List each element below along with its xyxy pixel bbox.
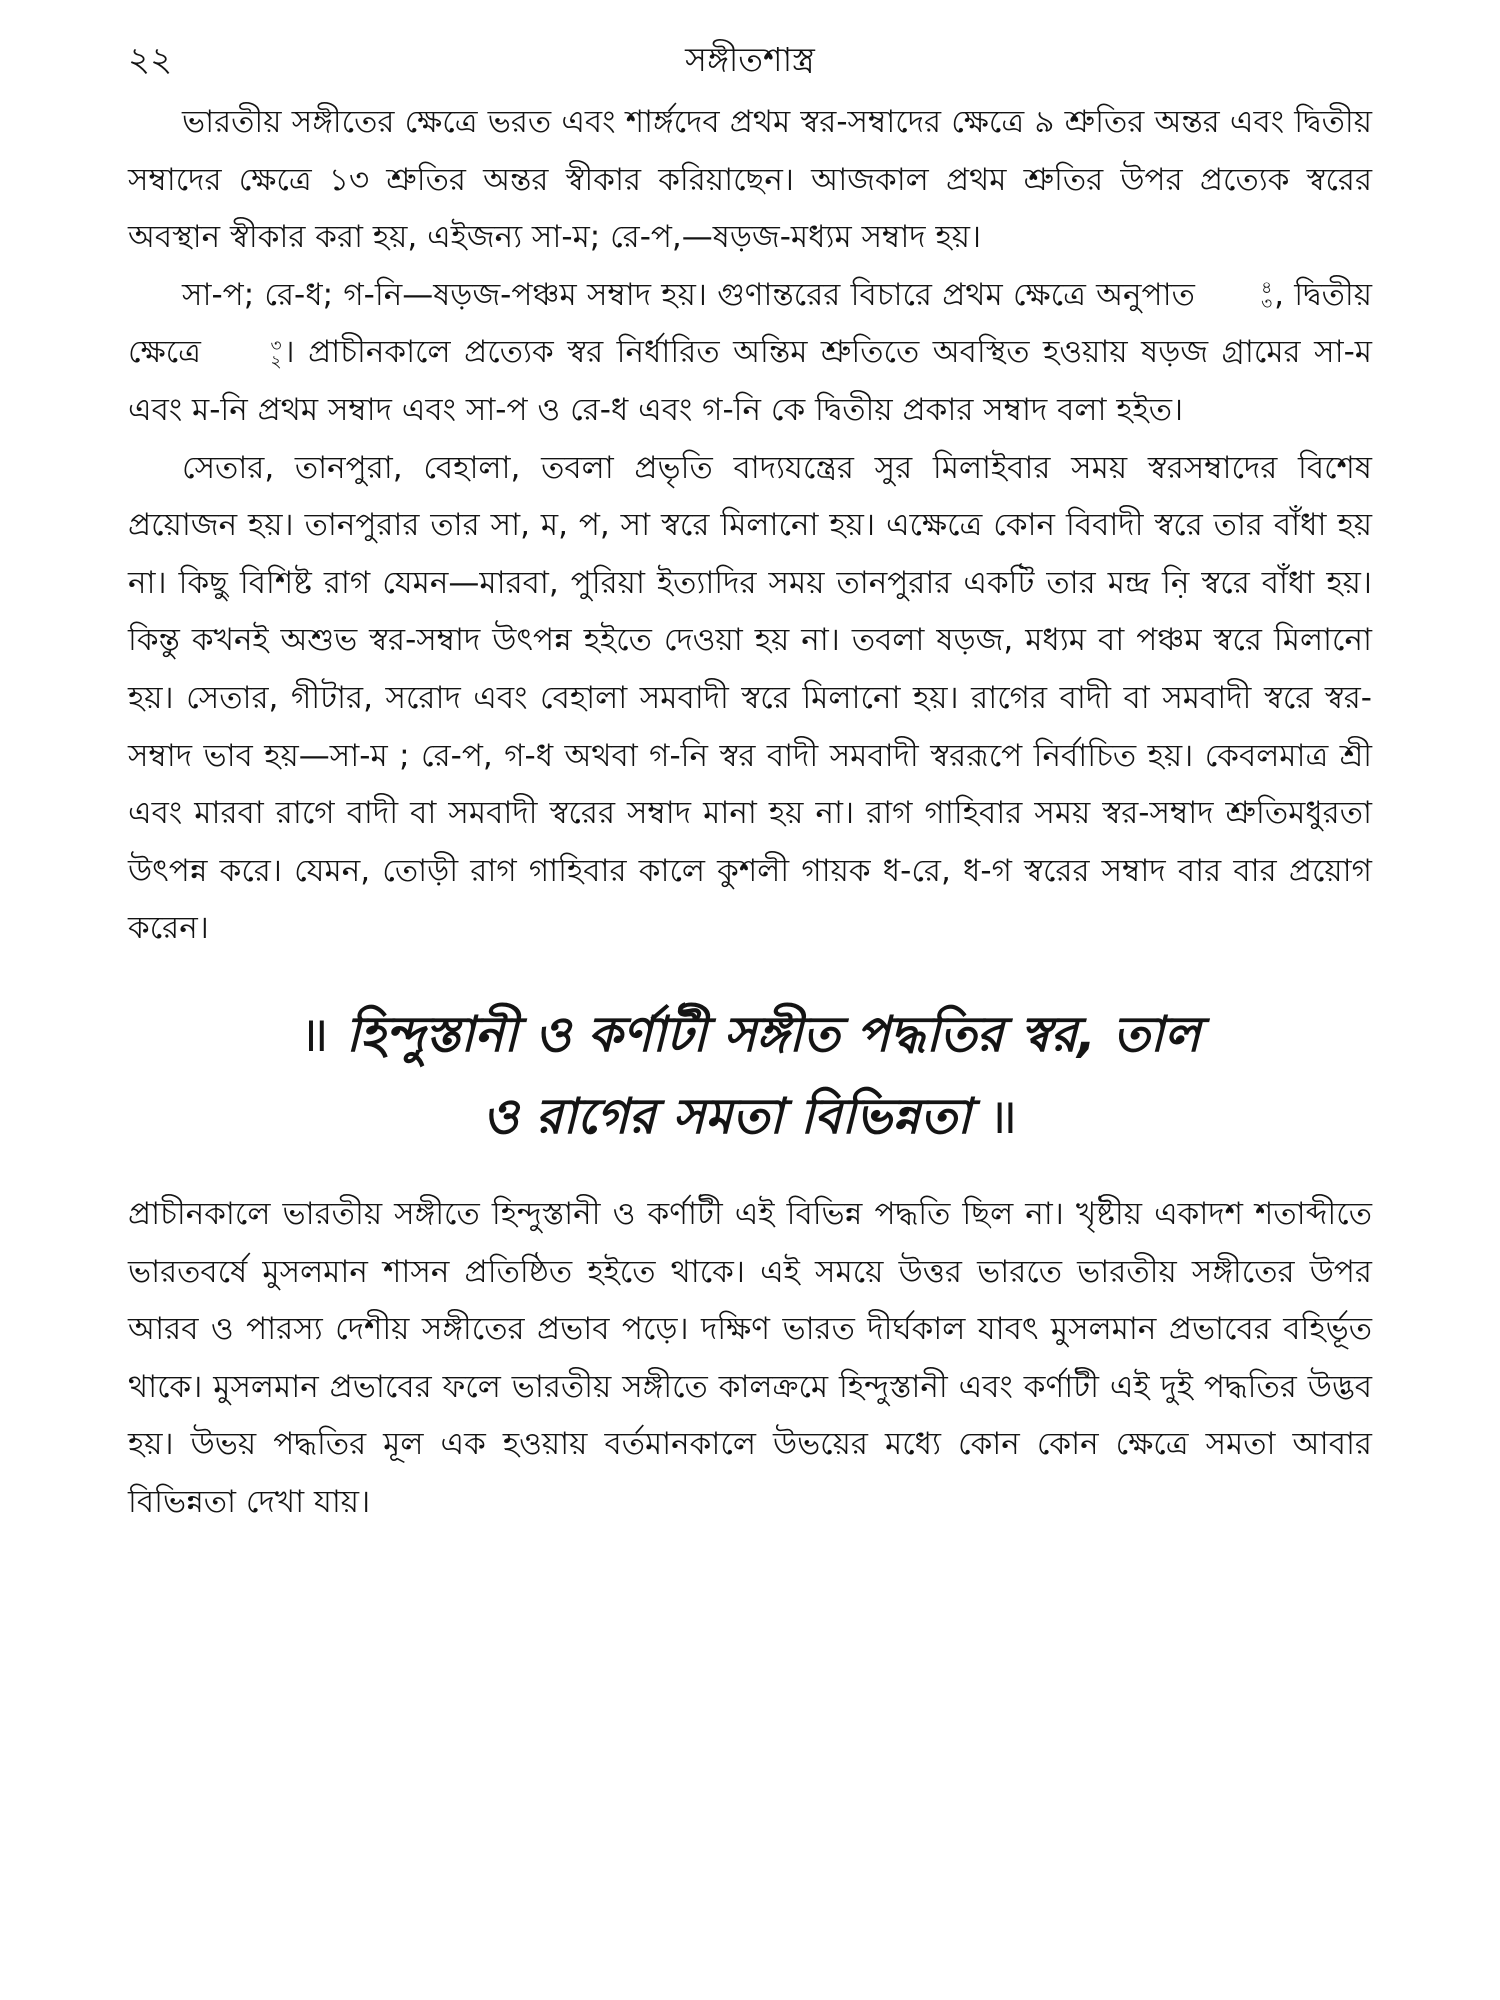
- fraction-numerator: ৪: [1261, 278, 1273, 299]
- paragraph-text-part: সা-প; রে-ধ; গ-নি—ষড়জ-পঞ্চম সম্বাদ হয়। গুণান্তরের বিচারে প্রথম ক্ষেত্রে অনুপাত: [182, 276, 1206, 313]
- paragraph-consonance-shruti: ভারতীয় সঙ্গীতের ক্ষেত্রে ভরত এবং শার্ঙ্গদেব প্রথম স্বর-সম্বাদের ক্ষেত্রে ৯ শ্রুতির অন্তর এবং দ্বিতীয় সম্বাদের ক্ষেত্রে ১৩ শ্রুতির অন্তর স্বীকার করিয়াছেন। আজকাল প্রথম শ্রুতির উপর প্রত্যেক স্বরের অবস্থান স্বীকার করা হয়, এইজন্য সা-ম; রে-প,—ষড়জ-মধ্যম সম্বাদ হয়।: [128, 104, 1372, 256]
- fraction-denominator: ২: [270, 351, 282, 372]
- paragraph-hindustani-carnatic: প্রাচীনকালে ভারতীয় সঙ্গীতে হিন্দুস্তানী ও কর্ণাটী এই বিভিন্ন পদ্ধতি ছিল না। খৃষ্টীয় একাদশ শতাব্দীতে ভারতবর্ষে মুসলমান শাসন প্রতিষ্ঠিত হইতে থাকে। এই সময়ে উত্তর ভারতে ভারতীয় সঙ্গীতের উপর আরব ও পারস্য দেশীয় সঙ্গীতের প্রভাব পড়ে। দক্ষিণ ভারত দীর্ঘকাল যাবৎ মুসলমান প্রভাবের বহির্ভূত থাকে। মুসলমান প্রভাবের ফলে ভারতীয় সঙ্গীতে কালক্রমে হিন্দুস্তানী এবং কর্ণাটী এই দুই পদ্ধতির উদ্ভব হয়। উভয় পদ্ধতির মূল এক হওয়ায় বর্তমানকালে উভয়ের মধ্যে কোন কোন ক্ষেত্রে সমতা আবার বিভিন্নতা দেখা যায়।: [128, 1195, 1372, 1520]
- running-title: সঙ্গীতশাস্ত্র: [685, 40, 815, 79]
- heading-open-mark: ॥: [299, 1005, 329, 1063]
- fraction-three-halves: [216, 335, 282, 372]
- paragraph-text-part: । প্রাচীনকালে প্রত্যেক স্বর নির্ধারিত অন্তিম শ্রুতিতে অবস্থিত হওয়ায় ষড়জ গ্রামের সা-ম এবং ম-নি প্রথম সম্বাদ এবং সা-প ও রে-ধ এবং গ-নি কে দ্বিতীয় প্রকার সম্বাদ বলা হইত।: [128, 334, 1373, 428]
- fraction-denominator: ৩: [1261, 294, 1273, 315]
- section-heading: [128, 994, 1372, 1158]
- section-heading-line-1: [128, 994, 1372, 1076]
- section-heading-line-2: [128, 1076, 1372, 1158]
- page-header: [128, 38, 1372, 94]
- paragraph-instrument-tuning: সেতার, তানপুরা, বেহালা, তবলা প্রভৃতি বাদ্যযন্ত্রের সুর মিলাইবার সময় স্বরসম্বাদের বিশেষ প্রয়োজন হয়। তানপুরার তার সা, ম, প, সা স্বরে মিলানো হয়। এক্ষেত্রে কোন বিবাদী স্বরে তার বাঁধা হয় না। কিছু বিশিষ্ট রাগ যেমন—মারবা, পুরিয়া ইত্যাদির সময় তানপুরার একটি তার মন্দ্র নি় স্বরে বাঁধা হয়। কিন্তু কখনই অশুভ স্বর-সম্বাদ উৎপন্ন হইতে দেওয়া হয় না। তবলা ষড়জ, মধ্যম বা পঞ্চম স্বরে মিলানো হয়। সেতার, গীটার, সরোদ এবং বেহালা সমবাদী স্বরে মিলানো হয়। রাগের বাদী বা সমবাদী স্বরে স্বর-সম্বাদ ভাব হয়—সা-ম ; রে-প, গ-ধ অথবা গ-নি স্বর বাদী সমবাদী স্বররূপে নির্বাচিত হয়। কেবলমাত্র শ্রী এবং মারবা রাগে বাদী বা সমবাদী স্বরের সম্বাদ মানা হয় না। রাগ গাহিবার সময় স্বর-সম্বাদ শ্রুতিমধুরতা উৎপন্ন করে। যেমন, তোড়ী রাগ গাহিবার কালে কুশলী গায়ক ধ-রে, ধ-গ স্বরের সম্বাদ বার বার প্রয়োগ করেন।: [128, 449, 1372, 947]
- heading-text-line-1: হিন্দুস্তানী ও কর্ণাটী সঙ্গীত পদ্ধতির স্বর, তাল: [345, 1005, 1201, 1063]
- fraction-four-thirds: [1207, 278, 1273, 315]
- paragraph-text-part: , দ্বিতীয় ক্ষেত্রে: [128, 276, 1372, 371]
- heading-close-mark: ॥: [988, 1087, 1018, 1145]
- page-number: ২২: [128, 40, 173, 80]
- paragraph-shadja-pancham: [128, 267, 1372, 440]
- heading-text-line-2: ও রাগের সমতা বিভিন্নতা: [482, 1087, 972, 1145]
- fraction-numerator: ৩: [270, 335, 282, 356]
